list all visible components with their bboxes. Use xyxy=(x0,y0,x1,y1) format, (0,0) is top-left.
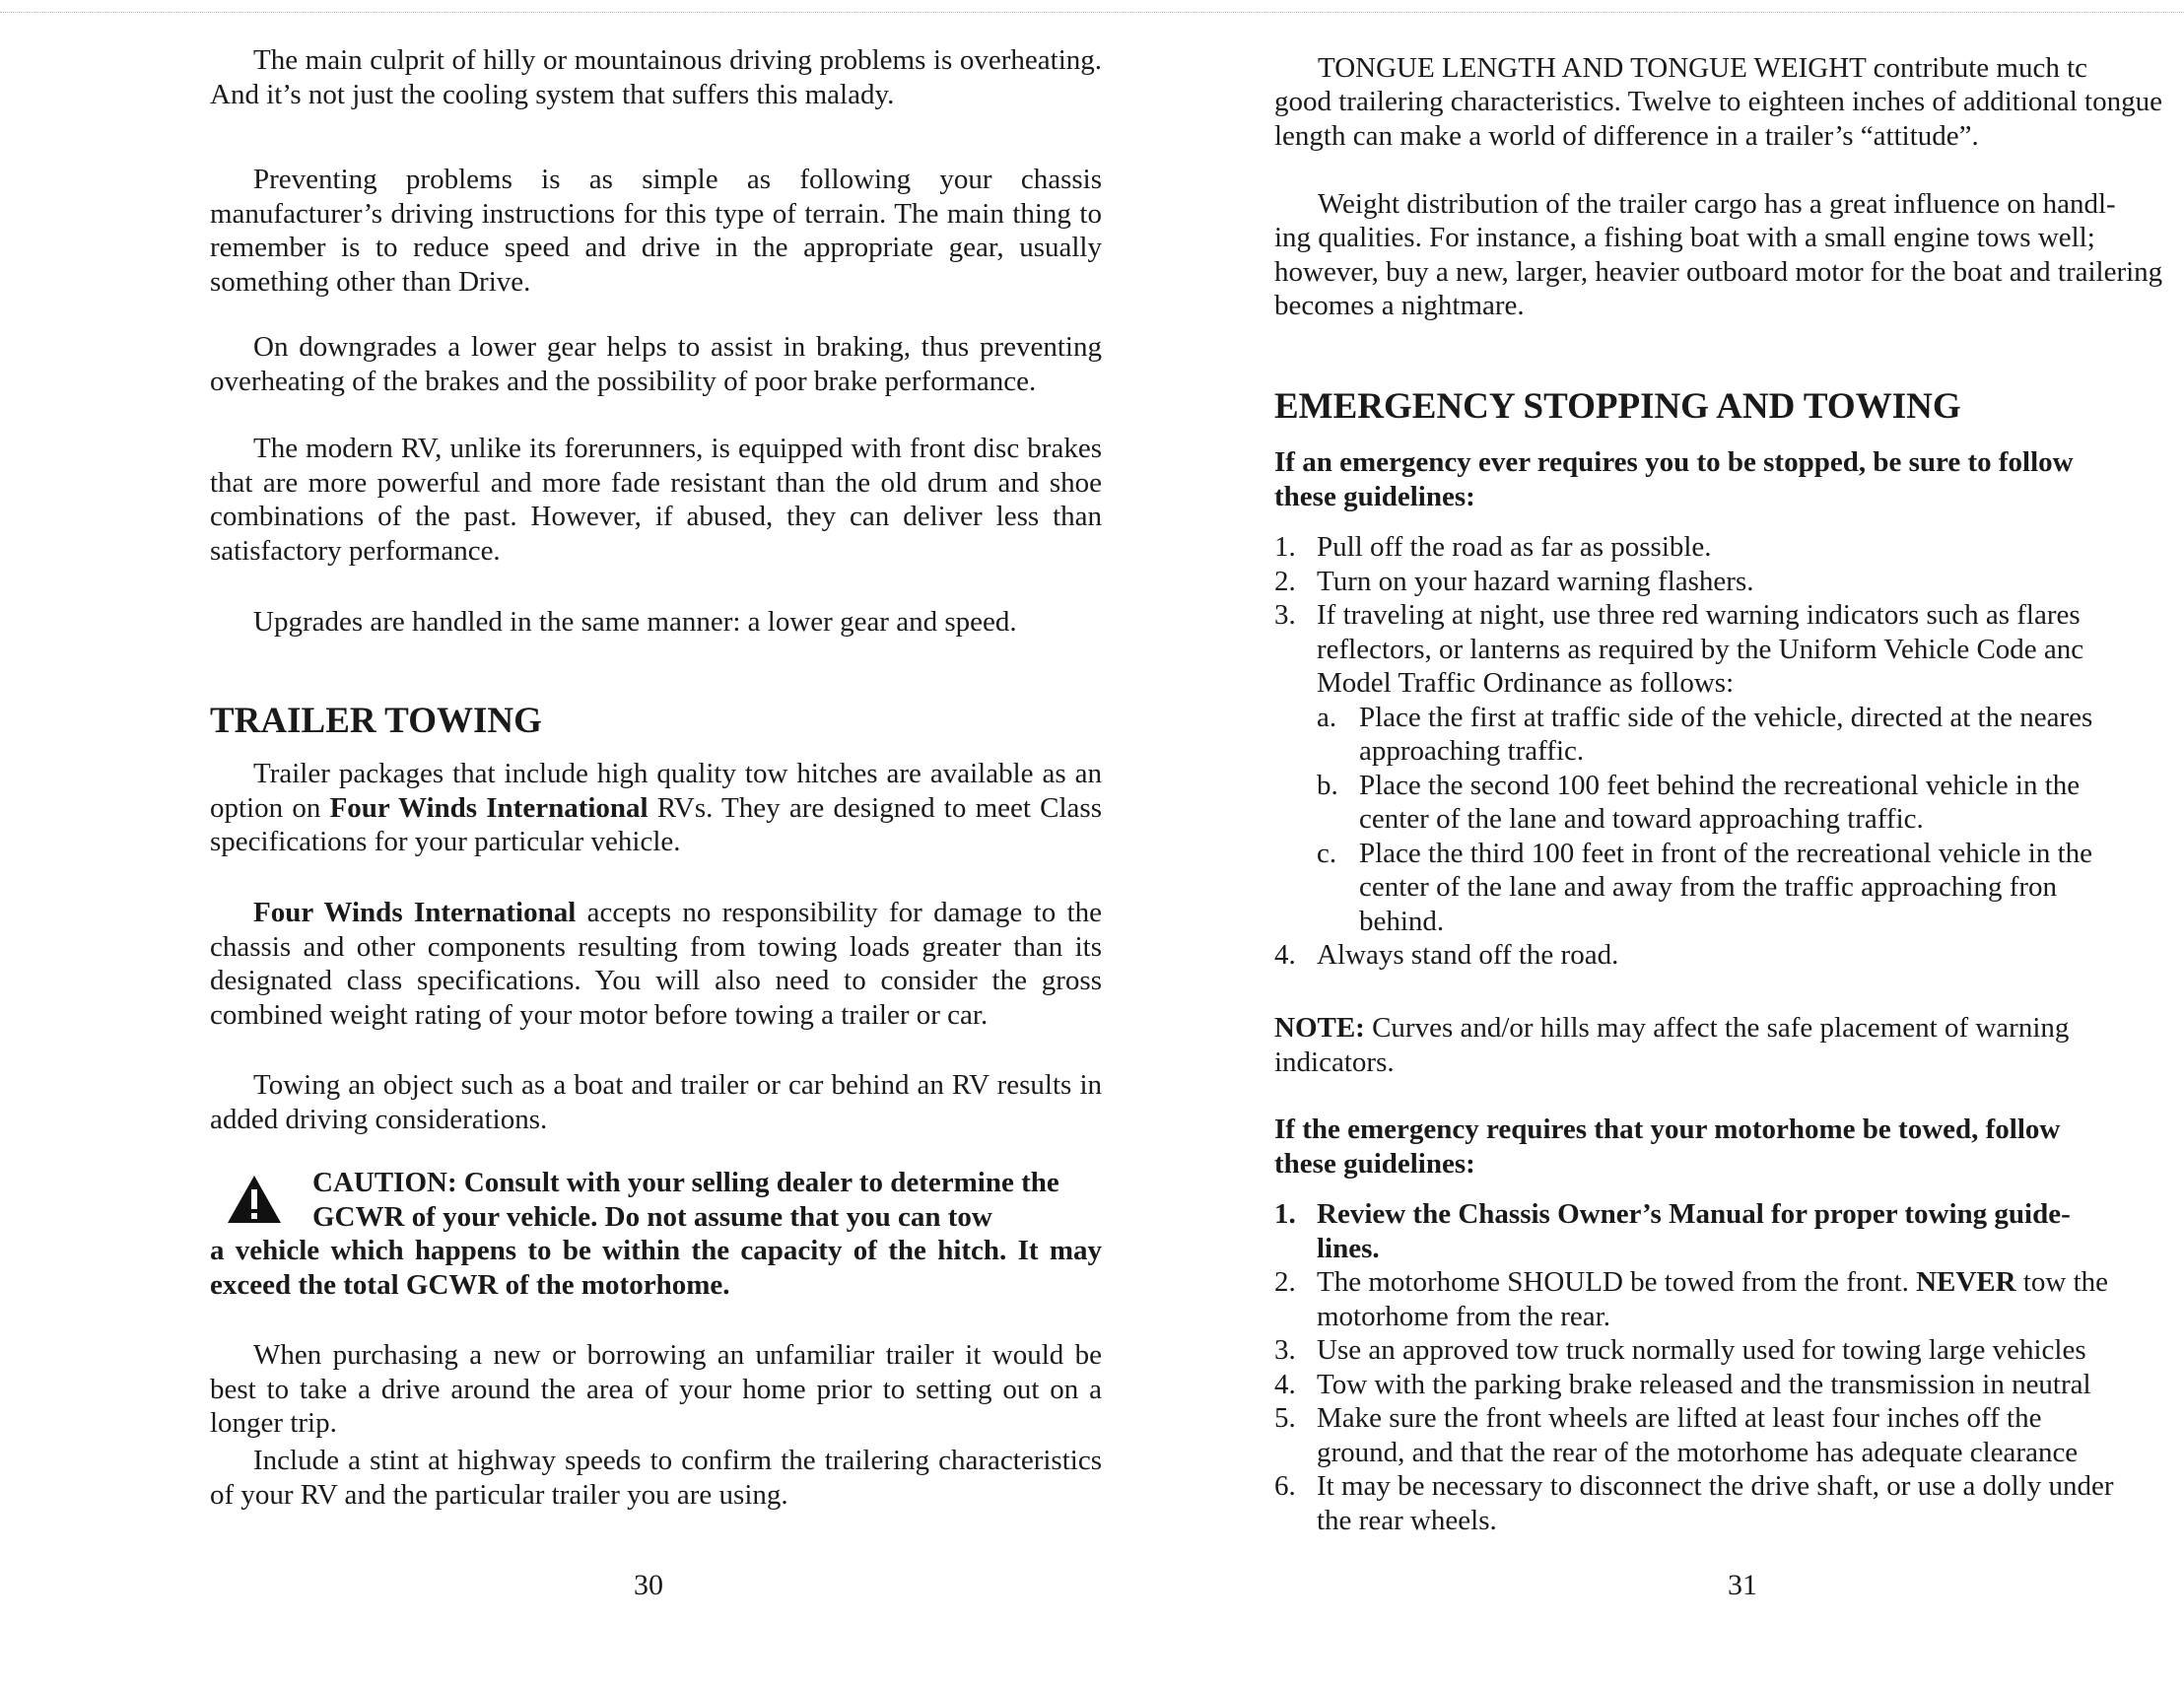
tongue-paragraph: TONGUE LENGTH AND TONGUE WEIGHT contribute much tc xyxy=(1318,52,2088,84)
brand-name: Four Winds International xyxy=(329,791,648,824)
warning-triangle-icon xyxy=(226,1174,283,1225)
page-number-right: 31 xyxy=(1728,1569,1757,1601)
list-item: 6. It may be necessary to disconnect the drive shaft, or use a dolly under the rear wheels. xyxy=(1274,1470,2114,1536)
right-page xyxy=(1274,0,2184,1688)
paragraph-highway: Include a stint at highway speeds to confirm the trailering characteristics of your RV and the particular trailer you are using. xyxy=(210,1445,1102,1511)
note-paragraph: NOTE: Curves and/or hills may affect the safe placement of warning indicators. xyxy=(1274,1012,2070,1078)
weight-paragraph: Weight distribution of the trailer cargo has a great influence on handl- xyxy=(1318,188,2116,220)
tow-intro: If the emergency requires that your motorhome be towed, follow these guidelines: xyxy=(1274,1114,2061,1180)
brand-name: Four Winds International xyxy=(253,897,577,928)
caution-line-2: GCWR of your vehicle. Do not assume that you can tow xyxy=(312,1200,992,1233)
list-item: 1. Review the Chassis Owner’s Manual for proper towing guide- lines. xyxy=(1274,1198,2071,1264)
stop-steps-list xyxy=(1274,530,2092,973)
list-item: 2. Turn on your hazard warning flashers. xyxy=(1274,565,1754,597)
weight-paragraph-cont: ing qualities. For instance, a fishing boat with a small engine tows well; however, buy a new, larger, heavier outboard motor for the boat and trailering becomes a nightmare. xyxy=(1274,222,2163,321)
paragraph-towing-object: Towing an object such as a boat and trailer or car behind an RV results in added driving considerations. xyxy=(210,1069,1102,1135)
caution-notice xyxy=(210,1166,1102,1302)
paragraph-overheating: The main culprit of hilly or mountainous driving problems is overheating. And it’s not just the cooling system that suffers this malady. xyxy=(210,44,1102,110)
list-item: 1. Pull off the road as far as possible. xyxy=(1274,531,1712,563)
paragraph-upgrades: Upgrades are handled in the same manner: a lower gear and speed. xyxy=(253,606,1017,638)
paragraph-downgrades: On downgrades a lower gear helps to assist in braking, thus preventing overheating of the brakes and the possibility of poor brake performance. xyxy=(210,331,1102,397)
list-item: 2. The motorhome SHOULD be towed from the front. NEVER tow the motorhome from the rear. xyxy=(1274,1266,2109,1332)
paragraph-responsibility: Four Winds International accepts no responsibility for damage to the chassis and other components resulting from towing loads greater than its designated class specifications. You will also need to consider the gross combined weight rating of your motor before towing a trailer or car. xyxy=(210,897,1103,1031)
paragraph-preventing: Preventing problems is as simple as following your chassis manufacturer’s driving instructions for this type of terrain. The main thing to remember is to reduce speed and drive in the appropriate gear, usually something other than Drive. xyxy=(210,164,1102,298)
section-heading-trailer-towing: TRAILER TOWING xyxy=(210,701,542,741)
tongue-paragraph-cont: good trailering characteristics. Twelve to eighteen inches of additional tongue length can make a world of difference in a trailer’s “attitude”. xyxy=(1274,86,2162,152)
page-number-left: 30 xyxy=(634,1569,663,1601)
list-item: 4. Tow with the parking brake released and the transmission in neutral xyxy=(1274,1368,2091,1400)
caution-rest: a vehicle which happens to be within the capacity of the hitch. It may exceed the total GCWR of the motorhome. xyxy=(210,1235,1102,1301)
list-item: 3. Use an approved tow truck normally used for towing large vehicles xyxy=(1274,1334,2086,1366)
paragraph-purchasing: When purchasing a new or borrowing an unfamiliar trailer it would be best to take a drive around the area of your home prior to setting out on a longer trip. xyxy=(210,1339,1102,1439)
tow-steps-list xyxy=(1274,1197,2114,1537)
list-item: 3. If traveling at night, use three red warning indicators such as flares reflectors, or lanterns as required by the Uniform Vehicle Code anc Model Traffic Ordinance as follows: xyxy=(1274,599,2084,699)
section-heading-emergency: EMERGENCY STOPPING AND TOWING xyxy=(1274,386,1961,427)
list-subitem: a. Place the first at traffic side of the vehicle, directed at the neares approaching traffic. xyxy=(1317,701,2093,767)
list-subitem: b. Place the second 100 feet behind the recreational vehicle in the center of the lane and toward approaching traffic. xyxy=(1317,769,2081,835)
caution-line-1: CAUTION: Consult with your selling dealer to determine the xyxy=(312,1167,1059,1198)
list-item: 5. Make sure the front wheels are lifted at least four inches off the ground, and that the rear of the motorhome has adequate clearance xyxy=(1274,1402,2079,1468)
paragraph-disc-brakes: The modern RV, unlike its forerunners, is equipped with front disc brakes that are more powerful and more fade resistant than the old drum and shoe combinations of the past. However, if abused, they can deliver less than satisfactory performance. xyxy=(210,433,1102,567)
list-item: 4. Always stand off the road. xyxy=(1274,939,1619,971)
note-label: NOTE: xyxy=(1274,1012,1365,1044)
list-subitem: c. Place the third 100 feet in front of the recreational vehicle in the center of the lane and away from the traffic approaching fron behind. xyxy=(1317,837,2093,937)
stop-intro: If an emergency ever requires you to be stopped, be sure to follow these guidelines: xyxy=(1274,446,2074,512)
paragraph-trailer-packages: Trailer packages that include high quality tow hitches are available as an option on Four Winds International RVs. They are designed to meet Class specifications for your particular vehicle. xyxy=(210,758,1103,857)
